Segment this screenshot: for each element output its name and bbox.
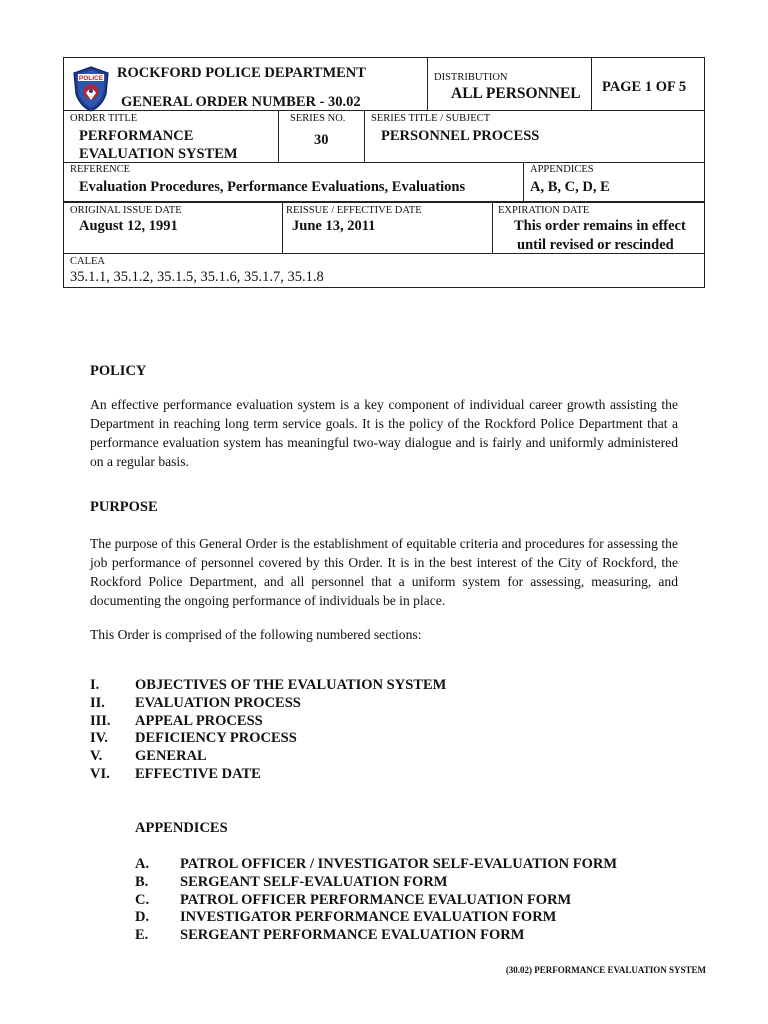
section-title: EVALUATION PROCESS <box>135 694 301 711</box>
series-no-label: SERIES NO. <box>290 113 346 124</box>
appendix-title: SERGEANT PERFORMANCE EVALUATION FORM <box>180 927 525 944</box>
list-item <box>135 909 695 927</box>
purpose-heading: PURPOSE <box>90 499 158 515</box>
police-badge-icon <box>72 66 110 112</box>
section-number: IV. <box>90 730 108 747</box>
section-number: V. <box>90 748 103 765</box>
series-title-label: SERIES TITLE / SUBJECT <box>371 113 491 124</box>
calea-value: 35.1.1, 35.1.2, 35.1.5, 35.1.6, 35.1.7, 35.1.8 <box>70 269 324 285</box>
appendix-letter: A. <box>135 856 150 872</box>
purpose-text: The purpose of this General Order is the establishment of equitable criteria and procedures for assessing the job performance of personnel covered by this Order. It is in the best interest of the City of Rockford, the Rockford Police Department, and all personnel that a uniform system for assessing, measuring, and documenting the ongoing performance of individuals be in place. <box>90 536 678 608</box>
original-issue-label: ORIGINAL ISSUE DATE <box>70 205 182 216</box>
distribution-label: DISTRIBUTION <box>434 72 508 83</box>
list-item <box>90 748 650 766</box>
reissue-label: REISSUE / EFFECTIVE DATE <box>286 205 422 216</box>
list-item <box>135 927 695 945</box>
list-item <box>135 892 695 910</box>
section-number: II. <box>90 694 105 711</box>
calea-label: CALEA <box>70 256 105 267</box>
department-name: ROCKFORD POLICE DEPARTMENT <box>117 65 366 81</box>
expiration-label: EXPIRATION DATE <box>498 205 590 216</box>
sections-list <box>90 677 650 784</box>
section-title: EFFECTIVE DATE <box>135 765 261 782</box>
appendix-title: PATROL OFFICER / INVESTIGATOR SELF-EVALUATION FORM <box>180 856 618 872</box>
section-title: GENERAL <box>135 748 207 765</box>
reissue-value: June 13, 2011 <box>292 218 376 234</box>
section-number: VI. <box>90 765 110 782</box>
order-title-label: ORDER TITLE <box>70 113 138 124</box>
appendix-letter: C. <box>135 891 150 908</box>
order-title-line2: EVALUATION SYSTEM <box>79 146 238 162</box>
distribution-value: ALL PERSONNEL <box>451 85 581 102</box>
original-issue-value: August 12, 1991 <box>79 218 178 234</box>
list-item <box>90 695 650 713</box>
series-no-value: 30 <box>314 132 329 148</box>
sections-intro: This Order is comprised of the following numbered sections: <box>90 627 422 642</box>
list-item <box>90 766 650 784</box>
section-number: I. <box>90 677 100 693</box>
order-header-table <box>63 57 705 288</box>
series-title-value: PERSONNEL PROCESS <box>381 128 540 144</box>
order-title-line1: PERFORMANCE <box>79 128 194 144</box>
appendix-title: INVESTIGATOR PERFORMANCE EVALUATION FORM <box>180 909 557 926</box>
list-item <box>90 677 650 695</box>
list-item <box>135 856 695 874</box>
list-item <box>90 713 650 731</box>
policy-heading: POLICY <box>90 363 147 379</box>
page-number: PAGE 1 OF 5 <box>602 79 687 95</box>
expiration-line1: This order remains in effect <box>514 218 686 234</box>
reference-value: Evaluation Procedures, Performance Evaluations, Evaluations <box>79 179 466 195</box>
appendix-letter: B. <box>135 873 149 890</box>
general-order-number: GENERAL ORDER NUMBER - 30.02 <box>121 94 361 110</box>
reference-label: REFERENCE <box>70 164 131 175</box>
badge-label: POLICE <box>78 75 104 82</box>
policy-text: An effective performance evaluation system is a key component of individual career growth assisting the Department in reaching long term service goals. It is the policy of the Rockford Police Department that a performance evaluation system has meaningful two-way dialogue and is fairly and uniformly administered on a regular basis. <box>90 397 678 469</box>
appendices-list <box>135 856 695 945</box>
appendix-letter: D. <box>135 909 150 926</box>
appendices-heading: APPENDICES <box>135 820 228 836</box>
section-number: III. <box>90 712 111 729</box>
appendix-title: SERGEANT SELF-EVALUATION FORM <box>180 873 448 890</box>
list-item <box>90 730 650 748</box>
section-title: APPEAL PROCESS <box>135 712 263 729</box>
appendix-title: PATROL OFFICER PERFORMANCE EVALUATION FORM <box>180 891 572 908</box>
appendices-value: A, B, C, D, E <box>530 179 610 195</box>
appendices-label: APPENDICES <box>530 164 594 175</box>
section-title: DEFICIENCY PROCESS <box>135 730 297 747</box>
appendix-letter: E. <box>135 927 149 944</box>
page-footer: (30.02) PERFORMANCE EVALUATION SYSTEM <box>505 965 706 975</box>
expiration-line2: until revised or rescinded <box>517 237 674 253</box>
list-item <box>135 874 695 892</box>
section-title: OBJECTIVES OF THE EVALUATION SYSTEM <box>135 677 447 693</box>
